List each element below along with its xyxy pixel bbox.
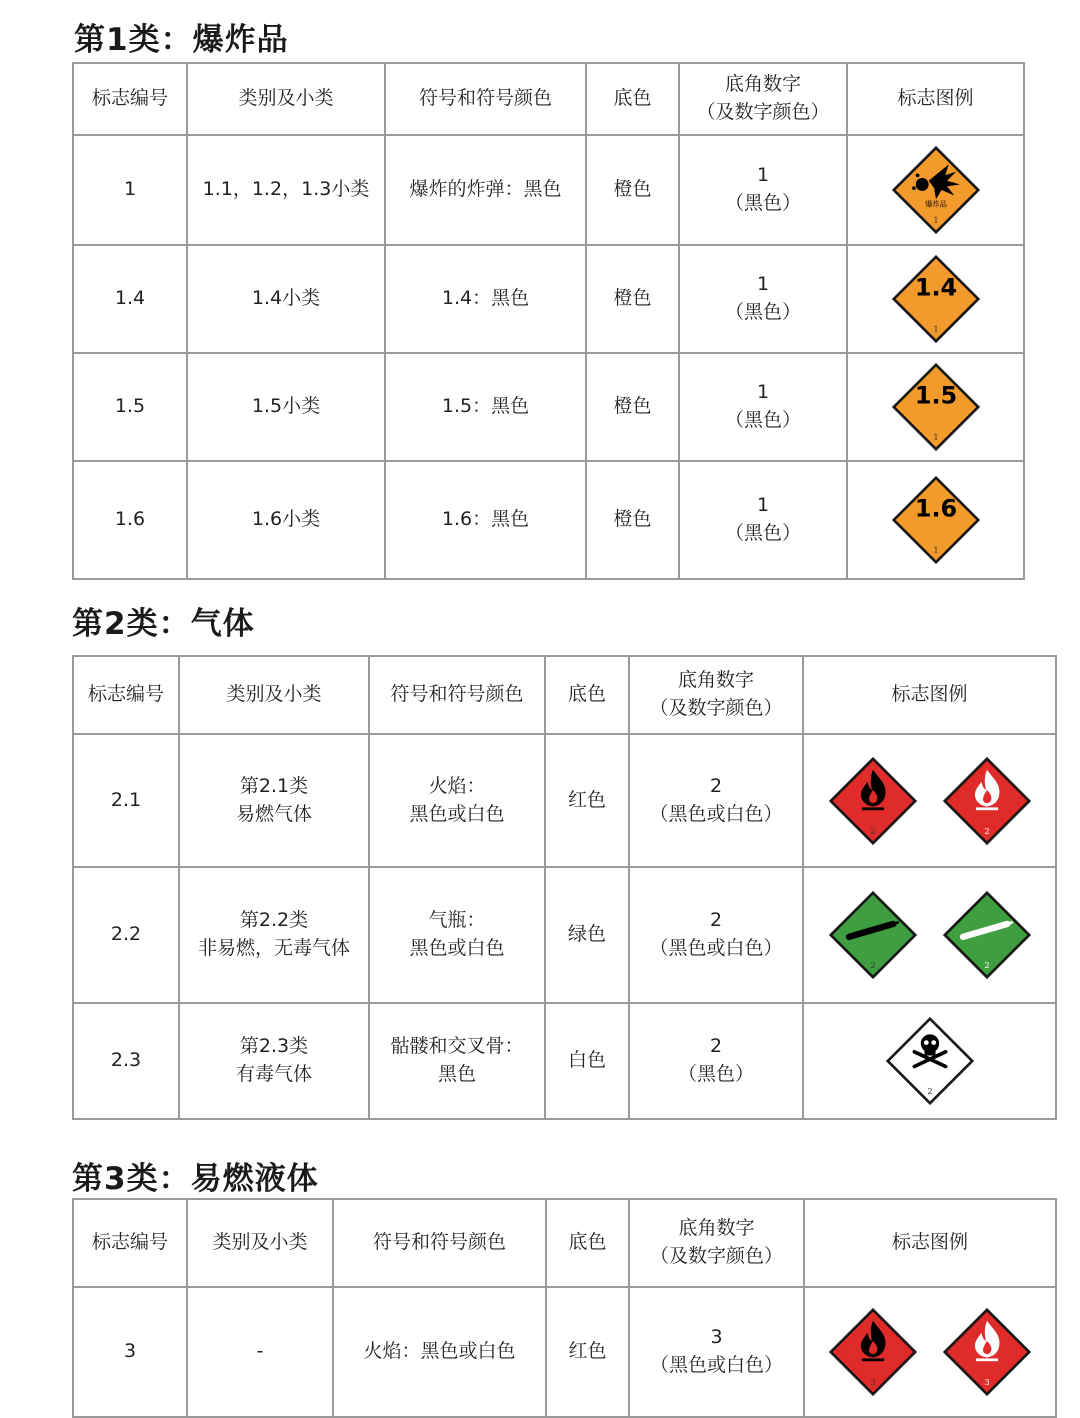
sign-group — [848, 144, 1023, 236]
cell-class — [187, 135, 385, 245]
section-title-class1: 第1类：爆炸品 — [74, 22, 289, 58]
cell-symbol — [369, 867, 545, 1003]
cell-class — [187, 245, 385, 353]
cell-class — [179, 734, 369, 867]
sign-group — [804, 889, 1055, 981]
cell-code: 1.5 — [73, 353, 187, 461]
header-class: 类别及小类 — [187, 1199, 333, 1287]
symbol-line: 黑色或白色 — [409, 937, 505, 959]
header-bg: 底色 — [545, 656, 629, 734]
table-header-row — [73, 656, 1056, 734]
section-title-class2: 第2类：气体 — [72, 606, 255, 642]
symbol-line: 气瓶： — [428, 909, 486, 932]
table-row — [73, 734, 1056, 867]
sign-group — [805, 1306, 1055, 1398]
cell-bg: 绿色 — [545, 867, 629, 1003]
cell-bg: 橙色 — [586, 245, 679, 353]
symbol-line: 火焰：黑色或白色 — [363, 1340, 516, 1363]
cell-corner — [679, 461, 847, 579]
cell-corner — [629, 1287, 804, 1417]
sign-corner-number: 3 — [870, 1377, 876, 1388]
class-line: 1.5小类 — [251, 395, 321, 418]
header-corner — [629, 1199, 804, 1287]
corner-color: （黑色） — [724, 522, 801, 544]
hazard-diamond-sign — [890, 474, 982, 566]
header-symbol: 符号和符号颜色 — [369, 656, 545, 734]
cell-corner — [629, 1003, 803, 1119]
hazard-diamond-sign — [827, 755, 919, 847]
cell-class — [179, 1003, 369, 1119]
sign-group — [848, 474, 1023, 566]
hazard-diamond-sign — [827, 889, 919, 981]
cell-symbol — [385, 135, 586, 245]
cell-bg: 橙色 — [586, 353, 679, 461]
sign-corner-number: 1 — [932, 215, 939, 226]
cell-code: 2.3 — [73, 1003, 179, 1119]
class-line: 1.4小类 — [251, 287, 321, 310]
corner-color: （黑色） — [724, 192, 801, 214]
cell-symbol — [369, 1003, 545, 1119]
sign-corner-number: 2 — [983, 960, 990, 971]
table-row — [73, 867, 1056, 1003]
cell-example — [847, 353, 1024, 461]
sign-group — [804, 1015, 1055, 1107]
cell-class — [187, 353, 385, 461]
sign-corner-number: 2 — [869, 825, 876, 836]
sign-corner-number: 1 — [932, 324, 939, 335]
cell-class — [187, 1287, 333, 1417]
sign-corner-number: 2 — [983, 825, 990, 836]
corner-color: （黑色或白色） — [649, 802, 783, 825]
cell-example — [804, 1287, 1056, 1417]
cell-corner — [629, 867, 803, 1003]
cell-corner — [679, 353, 847, 461]
sign-division-number: 1.5 — [914, 381, 957, 410]
corner-number: 2 — [709, 1035, 723, 1058]
table-row — [73, 461, 1024, 579]
cell-example — [803, 734, 1056, 867]
sign-corner-number: 1 — [932, 545, 939, 556]
header-code: 标志编号 — [73, 1199, 187, 1287]
hazard-table-class3 — [72, 1198, 1057, 1418]
corner-color: （黑色） — [724, 301, 801, 323]
cell-bg: 白色 — [545, 1003, 629, 1119]
sign-division-number: 1.4 — [914, 273, 957, 302]
cell-code: 1.4 — [73, 245, 187, 353]
table-row — [73, 1287, 1056, 1417]
hazard-diamond-sign — [890, 361, 982, 453]
cell-corner — [679, 135, 847, 245]
hazard-diamond-sign — [827, 1306, 919, 1398]
sign-corner-number: 3 — [984, 1377, 990, 1388]
class-line: 易燃气体 — [235, 802, 312, 825]
header-example: 标志图例 — [847, 63, 1024, 135]
cell-example — [803, 867, 1056, 1003]
cell-code: 3 — [73, 1287, 187, 1417]
hazard-diamond-sign — [941, 755, 1033, 847]
header-bg: 底色 — [546, 1199, 629, 1287]
cell-example — [803, 1003, 1056, 1119]
cell-example — [847, 245, 1024, 353]
cell-code: 2.1 — [73, 734, 179, 867]
header-corner-line2: （及数字颜色） — [696, 101, 830, 123]
cell-example — [847, 135, 1024, 245]
sign-corner-number: 2 — [869, 960, 876, 971]
cell-code: 1.6 — [73, 461, 187, 579]
table-row — [73, 135, 1024, 245]
cell-code: 1 — [73, 135, 187, 245]
cell-symbol — [385, 353, 586, 461]
symbol-line: 火焰： — [428, 774, 486, 797]
class-line: 1.6小类 — [251, 508, 321, 531]
class-line: 第2.3类 — [239, 1035, 309, 1058]
sign-group — [848, 361, 1023, 453]
header-code: 标志编号 — [73, 63, 187, 135]
corner-color: （黑色或白色） — [649, 937, 783, 959]
symbol-line: 爆炸的炸弹：黑色 — [409, 178, 562, 201]
table-header-row — [73, 1199, 1056, 1287]
class-line: 1.1，1.2，1.3小类 — [202, 178, 370, 201]
header-corner-line2: （及数字颜色） — [649, 1245, 783, 1267]
corner-number: 1 — [756, 273, 770, 296]
header-example: 标志图例 — [804, 1199, 1056, 1287]
cell-symbol — [333, 1287, 546, 1417]
cell-code: 2.2 — [73, 867, 179, 1003]
corner-color: （黑色或白色） — [649, 1354, 783, 1376]
hazard-table-class2 — [72, 655, 1057, 1120]
hazard-diamond-sign — [941, 889, 1033, 981]
sign-corner-number: 1 — [932, 432, 939, 443]
cell-corner — [629, 734, 803, 867]
class-line: 第2.1类 — [239, 774, 309, 797]
sign-group — [804, 755, 1055, 847]
header-class: 类别及小类 — [179, 656, 369, 734]
symbol-line: 1.5：黑色 — [441, 395, 530, 418]
cell-symbol — [369, 734, 545, 867]
header-corner-line2: （及数字颜色） — [649, 697, 783, 719]
cell-class — [187, 461, 385, 579]
symbol-line: 1.6：黑色 — [441, 508, 530, 531]
header-code: 标志编号 — [73, 656, 179, 734]
symbol-line: 黑色或白色 — [409, 802, 505, 825]
cell-bg: 红色 — [546, 1287, 629, 1417]
cell-class — [179, 867, 369, 1003]
corner-color: （黑色） — [724, 409, 801, 431]
table-row — [73, 245, 1024, 353]
cell-symbol — [385, 245, 586, 353]
symbol-line: 黑色 — [437, 1063, 476, 1085]
symbol-line: 骷髅和交叉骨： — [390, 1035, 524, 1058]
section-title-class3: 第3类：易燃液体 — [72, 1161, 319, 1197]
class-line: - — [256, 1340, 264, 1363]
corner-number: 1 — [756, 164, 770, 187]
hazard-diamond-sign — [941, 1306, 1033, 1398]
cell-example — [847, 461, 1024, 579]
header-symbol: 符号和符号颜色 — [333, 1199, 546, 1287]
cell-bg: 橙色 — [586, 135, 679, 245]
class-line: 第2.2类 — [239, 909, 309, 932]
hazard-diamond-sign — [884, 1015, 976, 1107]
header-corner — [629, 656, 803, 734]
corner-number: 2 — [709, 774, 723, 797]
symbol-line: 1.4：黑色 — [441, 287, 530, 310]
sign-corner-number: 2 — [926, 1086, 933, 1097]
header-corner — [679, 63, 847, 135]
hazard-table-class1 — [72, 62, 1025, 580]
corner-color: （黑色） — [677, 1063, 754, 1085]
corner-number: 3 — [710, 1326, 723, 1349]
sign-division-number: 1.6 — [914, 494, 957, 523]
sign-label: 爆炸品 — [924, 199, 947, 209]
corner-number: 1 — [756, 381, 770, 404]
cell-bg: 橙色 — [586, 461, 679, 579]
class-line: 有毒气体 — [235, 1063, 312, 1085]
hazard-diamond-sign — [890, 253, 982, 345]
cell-symbol — [385, 461, 586, 579]
table-row — [73, 1003, 1056, 1119]
table-header-row — [73, 63, 1024, 135]
header-corner-line1: 底角数字 — [677, 669, 754, 692]
header-corner-line1: 底角数字 — [724, 73, 801, 96]
table-row — [73, 353, 1024, 461]
sign-group — [848, 253, 1023, 345]
class-line: 非易燃，无毒气体 — [197, 937, 350, 959]
corner-number: 1 — [756, 494, 770, 517]
header-example: 标志图例 — [803, 656, 1056, 734]
header-corner-line1: 底角数字 — [678, 1217, 755, 1240]
cell-bg: 红色 — [545, 734, 629, 867]
corner-number: 2 — [709, 909, 723, 932]
header-class: 类别及小类 — [187, 63, 385, 135]
header-bg: 底色 — [586, 63, 679, 135]
cell-corner — [679, 245, 847, 353]
header-symbol: 符号和符号颜色 — [385, 63, 586, 135]
hazard-diamond-sign — [890, 144, 982, 236]
